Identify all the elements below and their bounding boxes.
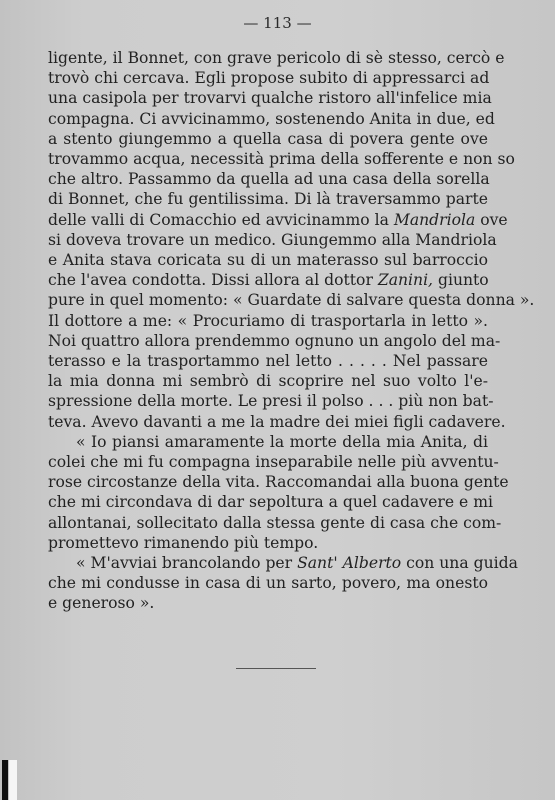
text-line: si doveva trovare un medico. Giungemmo alla Mandriola <box>48 230 497 249</box>
place-name-sant-alberto: Sant' Alberto <box>297 554 402 573</box>
text-run: ove <box>475 210 508 229</box>
text-line: compagna. Ci avvicinammo, sostenendo Anita in due, ed <box>48 109 495 128</box>
text-line: e Anita stava coricata su di un materasso sul barroccio <box>48 251 488 270</box>
text-line <box>48 270 488 290</box>
person-name-zanini: Zanini, <box>377 271 434 290</box>
text-line: una casipola per trovarvi qualche ristoro all'infelice mia <box>48 89 492 108</box>
scan-edge-mark <box>2 760 8 800</box>
text-line: la mia donna mi sembrò di scoprire nel suo volto l'e- <box>48 372 488 391</box>
text-line: che altro. Passammo da quella ad una casa della sorella <box>48 170 490 189</box>
text-line: « Io piansi amaramente la morte della mia Anita, di <box>76 432 488 451</box>
text-line: che mi condusse in casa di un sarto, povero, ma onesto <box>48 574 488 593</box>
text-run: delle valli di Comacchio ed avvicinammo la <box>48 210 394 229</box>
text-line: che mi circondava di dar sepoltura a quel cadavere e mi <box>48 493 493 512</box>
page-number: — 113 — <box>243 14 312 32</box>
text-line: spressione della morte. Le presi il polso . . . più non bat- <box>48 392 494 411</box>
text-line: ligente, il Bonnet, con grave pericolo di sè stesso, cercò e <box>48 49 505 67</box>
text-run: « M'avviai brancolando per <box>76 554 298 573</box>
text-line: terasso e la trasportammo nel letto . . . . . Nel passare <box>48 352 488 371</box>
text-line: di Bonnet, che fu gentilissima. Di là traversammo parte <box>48 190 488 209</box>
text-line: trovò chi cercava. Egli propose subito di appressarci ad <box>48 69 490 88</box>
text-line <box>48 210 508 230</box>
section-rule <box>236 668 316 669</box>
text-run: che l'avea condotta. Dissi allora al dottor <box>48 271 378 290</box>
text-line: trovammo acqua, necessità prima della sofferente e non so <box>48 150 515 169</box>
text-line: e generoso ». <box>48 594 155 613</box>
text-line: Il dottore a me: « Procuriamo di trasportarla in letto ». <box>48 311 488 330</box>
text-line <box>48 553 518 573</box>
text-run: con una guida <box>401 554 518 573</box>
text-line: a stento giungemmo a quella casa di povera gente ove <box>48 129 488 148</box>
text-line: teva. Avevo davanti a me la madre dei miei figli cadavere. <box>48 412 506 431</box>
text-line: rose circostanze della vita. Raccomandai alla buona gente <box>48 473 509 492</box>
text-line: pure in quel momento: « Guardate di salvare questa donna ». <box>48 291 535 310</box>
text-line: Noi quattro allora prendemmo ognuno un angolo del ma- <box>48 331 501 350</box>
body-text <box>48 48 535 614</box>
text-line: colei che mi fu compagna inseparabile nelle più avventu- <box>48 453 499 472</box>
place-name-mandriola: Mandriola <box>393 210 476 229</box>
scan-edge-mark <box>9 760 17 800</box>
text-run: giunto <box>433 271 489 290</box>
text-line: allontanai, sollecitato dalla stessa gente di casa che com- <box>48 513 502 532</box>
text-line: promettevo rimanendo più tempo. <box>48 533 319 552</box>
